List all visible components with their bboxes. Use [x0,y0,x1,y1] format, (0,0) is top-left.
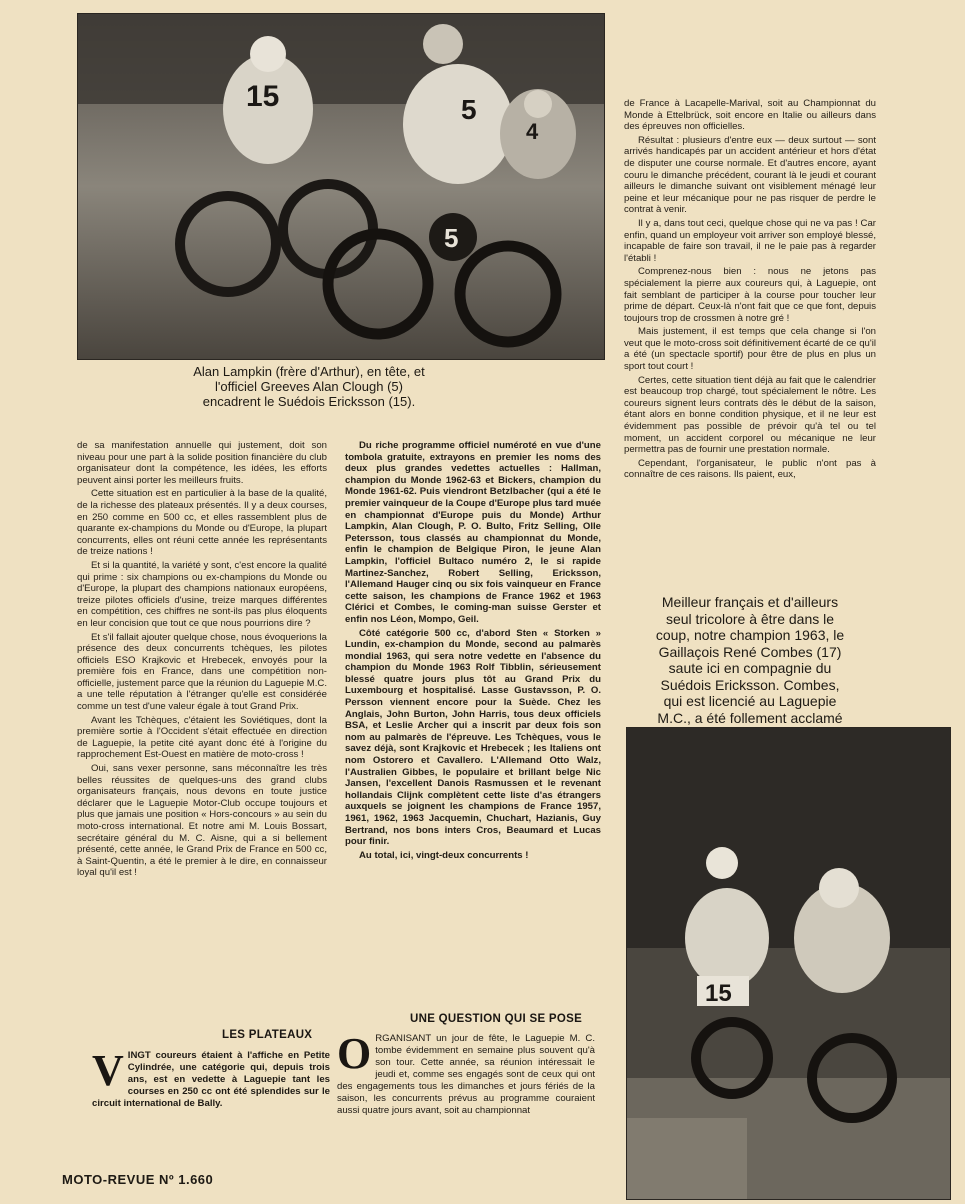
plateaux-block [92,1046,330,1110]
col3-paragraph: Cependant, l'organisateur, le public n'ont pas à connaître de ces raisons. Ils paient, eux, [624,457,876,481]
column-1 [77,440,327,881]
plateaux-heading: LES PLATEAUX [222,1029,313,1041]
col3-paragraph: Comprenez-nous bien : nous ne jetons pas spécialement la pierre aux coureurs qui, à Laguepie, ont fait semblant de participer à la course pour toucher leur prime de départ. Ceux-là n'ont fait que ce que font, depuis toujours trop de crossmen à notre gré ! [624,266,876,324]
col2-paragraph: Du riche programme officiel numéroté en vue d'une tombola gratuite, extrayons en premier les noms des deux plus grandes vedettes actuelles : Hallman, champion du Monde 1962-63 et Bickers, champion du Monde 1961-62. Puis viendront Betzlbacher (qui a été le premier vainqueur de la Coupe d'Europe plus tard muée en championnat d'Europe puis du Monde) Arthur Lampkin, Alan Clough, P. O. Bulto, Fritz Selling, Olle Petersson, tous classés au championnat du Monde, enfin le champion de Belgique Piron, le jeune Alan Lampkin, l'officiel Bultaco numéro 2, le si rapide Martinez-Sanchez, Robert Selling, Ericksson, l'Allemand Hauger cinq ou six fois vainqueur en France cette saison, les champions de France 1962 et 1963 Clérici et Combes, le coming-man suisse Gerster et enfin nos Léon, Mompo, Geil. [345,440,601,625]
right-photo-caption: Meilleur français et d'ailleurs seul tricolore à être dans le coup, notre champion 1963, le Gaillaçois René Combes (17) saute ici en compagnie du Suédois Ericksson. Combes, qui est licencié au Laguepie M.C., a été follement acclamé [655,594,845,726]
top-photo-caption: Alan Lampkin (frère d'Arthur), en tête, et l'officiel Greeves Alan Clough (5) encadrent le Suédois Ericksson (15). [193,364,425,409]
column-2 [345,440,601,863]
rider-15-number: 15 [246,80,280,113]
col3-paragraph: de France à Lacapelle-Marival, soit au Championnat du Monde à Ettelbrück, soit encore en Italie ou ailleurs dans des épreuves non officielles. [624,98,876,133]
col1-paragraph: de sa manifestation annuelle qui justement, doit son niveau pour une part à la solide position financière du club organisateur dont la compétence, les idées, les efforts peuvent ainsi porter les meilleurs fruits. [77,440,327,486]
right-photo [626,727,951,1200]
column-3 [624,98,876,483]
question-heading: UNE QUESTION QUI SE POSE [410,1013,583,1025]
plateaux-dropcap: V [92,1046,124,1095]
question-block [337,1029,595,1117]
rider-4-number: 4 [526,119,539,144]
col1-paragraph: Oui, sans vexer personne, sans méconnaître les très belles réussites de quelques-uns des grand clubs organisateurs français, nous devons en toute justice déclarer que le Laguepie Motor-Club occupe toujours et plus que jamais une position « Hors-concours » au sein du moto-cross international. Et notre ami M. Louis Bossart, secrétaire général du M. C. Aisne, qui a si bellement présenté, cette année, le Grand Prix de France en 500 cc, à Saint-Quentin, a été le premier à le dire, en connaisseur loyal qu'il est ! [77,763,327,879]
col3-paragraph: Il y a, dans tout ceci, quelque chose qui ne va pas ! Car enfin, quand un employeur voit arriver son employé blessé, incapable de faire son travail, il ne le paie pas à regarder l'établi ! [624,217,876,264]
footer-issue: MOTO-REVUE Nº 1.660 [62,1172,214,1187]
col3-paragraph: Certes, cette situation tient déjà au fait que le calendrier est beaucoup trop chargé, tout spécialement le nôtre. Les coureurs signent leurs contrats dès le début de la saison, étant alors en bonne condition physique, et il ne leur est évidemment pas possible de prévoir qu'à tel ou tel moment, un accident corporel ou mécanique ne leur permettra pas de fournir une prestation normale. [624,374,876,456]
col1-paragraph: Cette situation est en particulier à la base de la qualité, de la richesse des plateaux présentés. Il y a deux courses, en 250 comme en 500 cc, et elles rassemblent plus de quarante ex-champions du Monde ou d'Europe, la plupart concurrents, elles ont réuni cette année les représentants de treize nations ! [77,488,327,558]
col1-paragraph: Et si la quantité, la variété y sont, c'est encore la qualité qui prime : six champions ou ex-champions du Monde ou d'Europe, la plupart des champions nationaux européens, treize pilotes officiels d'usine, treize marques différentes en compétition, ces chiffres ne sont-ils pas plus éloquents en leur concision que tout ce que nous pourrions dire ? [77,559,327,629]
col3-paragraph: Mais justement, il est temps que cela change si l'on veut que le moto-cross soit définitivement écarté de ce qu'il a été (un spectacle sportif) pour être de plus en plus un sport tout court ! [624,326,876,373]
rider-15-plate: 15 [705,980,732,1007]
col3-paragraph: Résultat : plusieurs d'entre eux — deux surtout — sont arrivés handicapés par un accident antérieur et hors d'état de disputer une course normale. Et d'autres encore, ayant couru le dimanche précédent, courant là le jeudi et courant ailleurs le dimanche suivant ont visiblement ménagé leur peine et leur mécanique pour ne pas risquer de perdre le contrat à venir. [624,134,876,216]
col1-paragraph: Avant les Tchèques, c'étaient les Soviétiques, dont la première sortie à l'Occident s'était effectuée en direction de Laguepie, la petite cité ayant donc été à l'origine du rapprochement Est-Ouest en matière de moto-cross ! [77,714,327,761]
col2-paragraph: Côté catégorie 500 cc, d'abord Sten « Storken » Lundin, ex-champion du Monde, second au palmarès mondial 1963, qui sera notre vedette en l'absence du champion du Monde 1963 Rolf Tibblin, sérieusement blessé quatre jours plus tôt au Grand Prix du Luxembourg et hospitalisé. Lasse Gustavsson, P. O. Persson viennent encore pour la Suède. Chez les Anglais, John Burton, John Harris, tous deux officiels BSA, et Leslie Archer qui a inscrit par deux fois son nom au palmarès de l'épreuve. Les Tchèques, vous le savez déjà, sont Krajkovic et Hrebecek ; les Italiens ont nom Ostorero et Cavallero. L'Allemand Otto Walz, l'Australien Gibbes, le populaire et brillant belge Nic Jansen, l'excellent Danois Rasmussen et le revenant hollandais Clijnk complètent cette liste d'as étrangers auxquels se joignent les champions de France 1957, 1961, 1962, 1963 Jacquemin, Chuchart, Hazianis, Guy Bertrand, nos bons inters Cros, Beaumard et Lucas pour finir. [345,627,601,848]
top-photo [77,13,605,360]
col2-paragraph: Au total, ici, vingt-deux concurrents ! [359,849,529,861]
question-text: RGANISANT un jour de fête, le Laguepie M. C. tombe évidemment en semaine plus souvent qu'à son tour. Cette année, sa réunion intéressait le jeudi et, comme ses engagés sont de ceux qui ont des engagements tous les dimanches et jours fériés de la saison, les concurrents prévus au programme couraient aussi quatre jours avant, soit au championnat [337,1033,595,1116]
rider-5-number: 5 [461,94,477,125]
question-dropcap: O [337,1029,372,1078]
plateaux-text: INGT coureurs étaient à l'affiche en Petite Cylindrée, une catégorie qui, depuis trois ans, est en vedette à Laguepie tant les courses en 250 cc ont été splendides sur le circuit international de Bally. [92,1050,330,1109]
col1-paragraph: Et s'il fallait ajouter quelque chose, nous évoquerions la présence des deux concurrents tchèques, les pilotes officiels ESO Krajkovic et Hrebecek, envoyés pour la première fois en France, dans une compétition non-officielle, justement parce que la réunion du Laguepie M.C. a une telle réputation à l'étranger qu'elle est considérée comme un test d'une valeur égale à tout Grand Prix. [77,631,327,713]
number-plate-5: 5 [444,223,459,253]
